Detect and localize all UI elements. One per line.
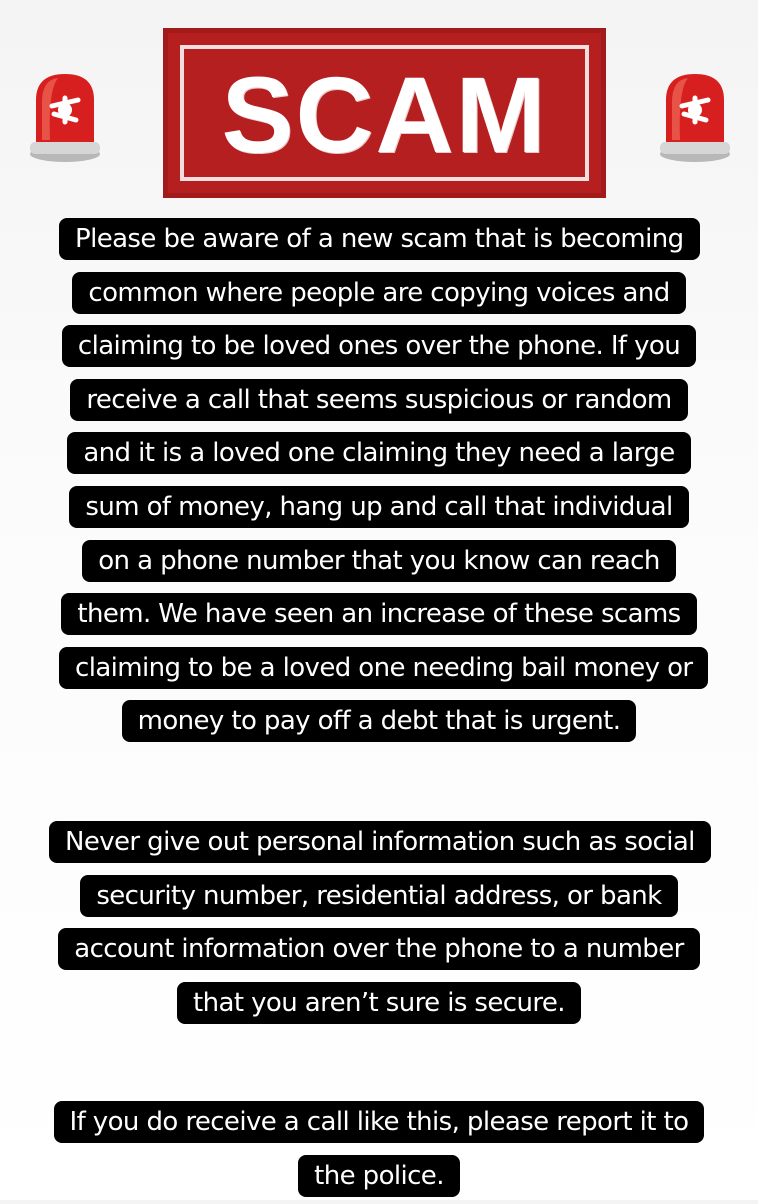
scam-stamp (163, 28, 606, 198)
stamp-text: SCAM (221, 54, 548, 175)
scam-warning-paragraph (59, 213, 699, 749)
header (0, 0, 758, 205)
police-siren-icon (28, 70, 102, 162)
personal-info-text: Never give out personal information such as social security number, residential address, or bank account information over the phone to a number that you aren’t sure is secure. (49, 821, 711, 1024)
notice-content (0, 205, 758, 1204)
personal-info-paragraph (49, 816, 709, 1030)
report-paragraph (39, 1096, 719, 1203)
scam-warning-text: Please be aware of a new scam that is becoming common where people are copying voices and claiming to be loved ones over the phone. If you receive a call that seems suspicious or random and it is a loved one claiming they need a large sum of money, hang up and call that individual on a phone number that you know can reach them. We have seen an increase of these scams claiming to be a loved one needing bail money or money to pay off a debt that is urgent. (59, 218, 708, 742)
report-text: If you do receive a call like this, please report it to the police. (54, 1101, 705, 1197)
police-siren-icon (658, 70, 732, 162)
